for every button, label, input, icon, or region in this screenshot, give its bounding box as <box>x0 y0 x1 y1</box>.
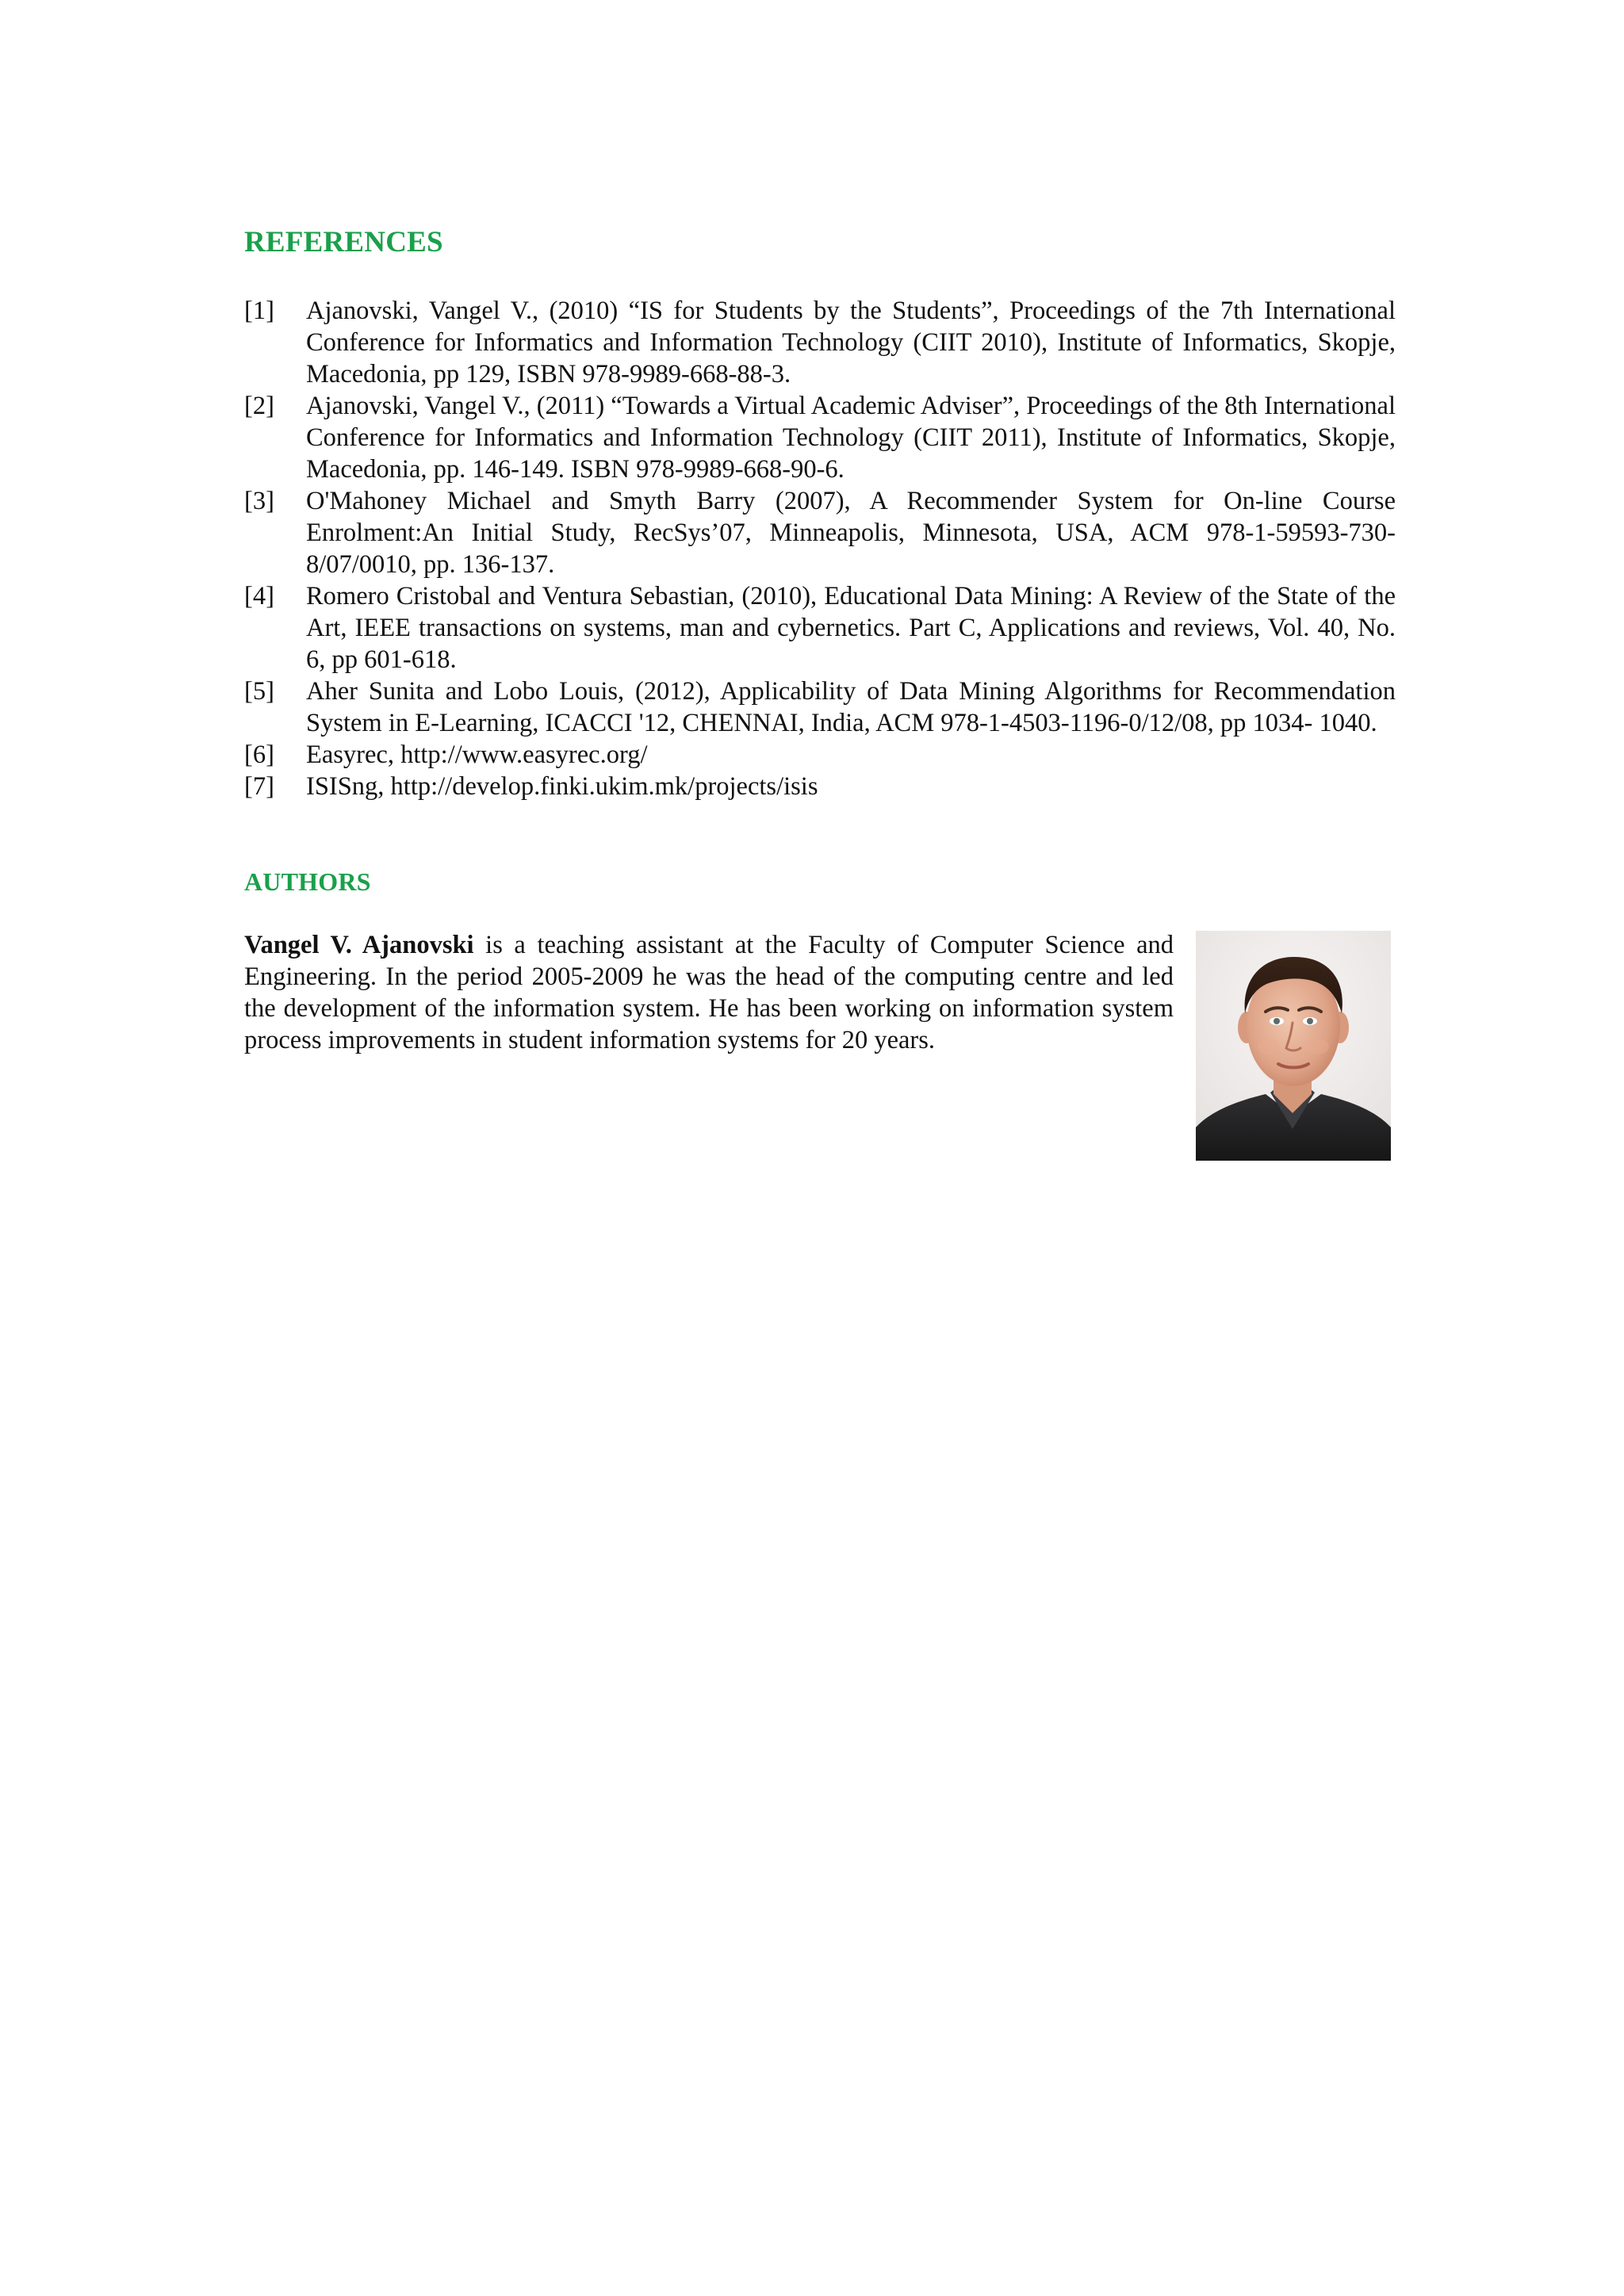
reference-number: [4] <box>244 582 274 610</box>
reference-text: Ajanovski, Vangel V., (2011) “Towards a Virtual Academic Adviser”, Proceedings of the 8th International Conference for Informatics and Information Technology (CIIT 2011), Institute of Informatics, Skopje, Macedonia, pp. 146-149. ISBN 978-9989-668-90-6. <box>306 392 1396 484</box>
reference-text: Romero Cristobal and Ventura Sebastian, (2010), Educational Data Mining: A Review of the State of the Art, IEEE transactions on systems, man and cybernetics. Part C, Applications and reviews, Vol. 40, No. 6, pp 601-618. <box>306 582 1396 674</box>
reference-item-3 <box>244 485 1396 580</box>
reference-item-4 <box>244 580 1396 675</box>
reference-number: [7] <box>244 772 274 801</box>
reference-text: ISISng, http://develop.finki.ukim.mk/projects/isis <box>306 772 818 801</box>
reference-item-2 <box>244 390 1396 485</box>
reference-text: Ajanovski, Vangel V., (2010) “IS for Students by the Students”, Proceedings of the 7th International Conference for Informatics and Information Technology (CIIT 2010), Institute of Informatics, Skopje, Macedonia, pp 129, ISBN 978-9989-668-88-3. <box>306 297 1396 388</box>
reference-item-5 <box>244 675 1396 739</box>
authors-heading: AUTHORS <box>244 867 371 896</box>
reference-text: Aher Sunita and Lobo Louis, (2012), Applicability of Data Mining Algorithms for Recommendation System in E-Learning, ICACCI '12, CHENNAI, India, ACM 978-1-4503-1196-0/12/08, pp 1034- 1040. <box>306 677 1396 737</box>
reference-item-7 <box>244 771 1396 802</box>
reference-number: [5] <box>244 677 274 706</box>
reference-text: O'Mahoney Michael and Smyth Barry (2007), A Recommender System for On-line Course Enrolment:An Initial Study, RecSys’07, Minneapolis, Minnesota, USA, ACM 978-1-59593-730-8/07/0010, pp. 136-137. <box>306 487 1396 579</box>
author-portrait-image <box>1196 931 1391 1161</box>
reference-number: [3] <box>244 487 274 515</box>
author-bio-text: is a teaching assistant at the Faculty of Computer Science and Engineering. In the period 2005-2009 he was the head of the computing centre and led the development of the information system. He has been working on information system process improvements in student information systems for 20 years. <box>244 931 1174 1054</box>
reference-item-6 <box>244 739 1396 771</box>
author-photo <box>1196 931 1391 1161</box>
author-name: Vangel V. Ajanovski <box>244 931 474 959</box>
reference-number: [6] <box>244 740 274 769</box>
reference-text: Easyrec, http://www.easyrec.org/ <box>306 740 648 769</box>
reference-item-1 <box>244 295 1396 390</box>
references-heading: REFERENCES <box>244 226 443 258</box>
author-bio <box>244 929 1174 1056</box>
reference-number: [2] <box>244 392 274 420</box>
references-list <box>244 295 1396 802</box>
reference-number: [1] <box>244 297 274 325</box>
